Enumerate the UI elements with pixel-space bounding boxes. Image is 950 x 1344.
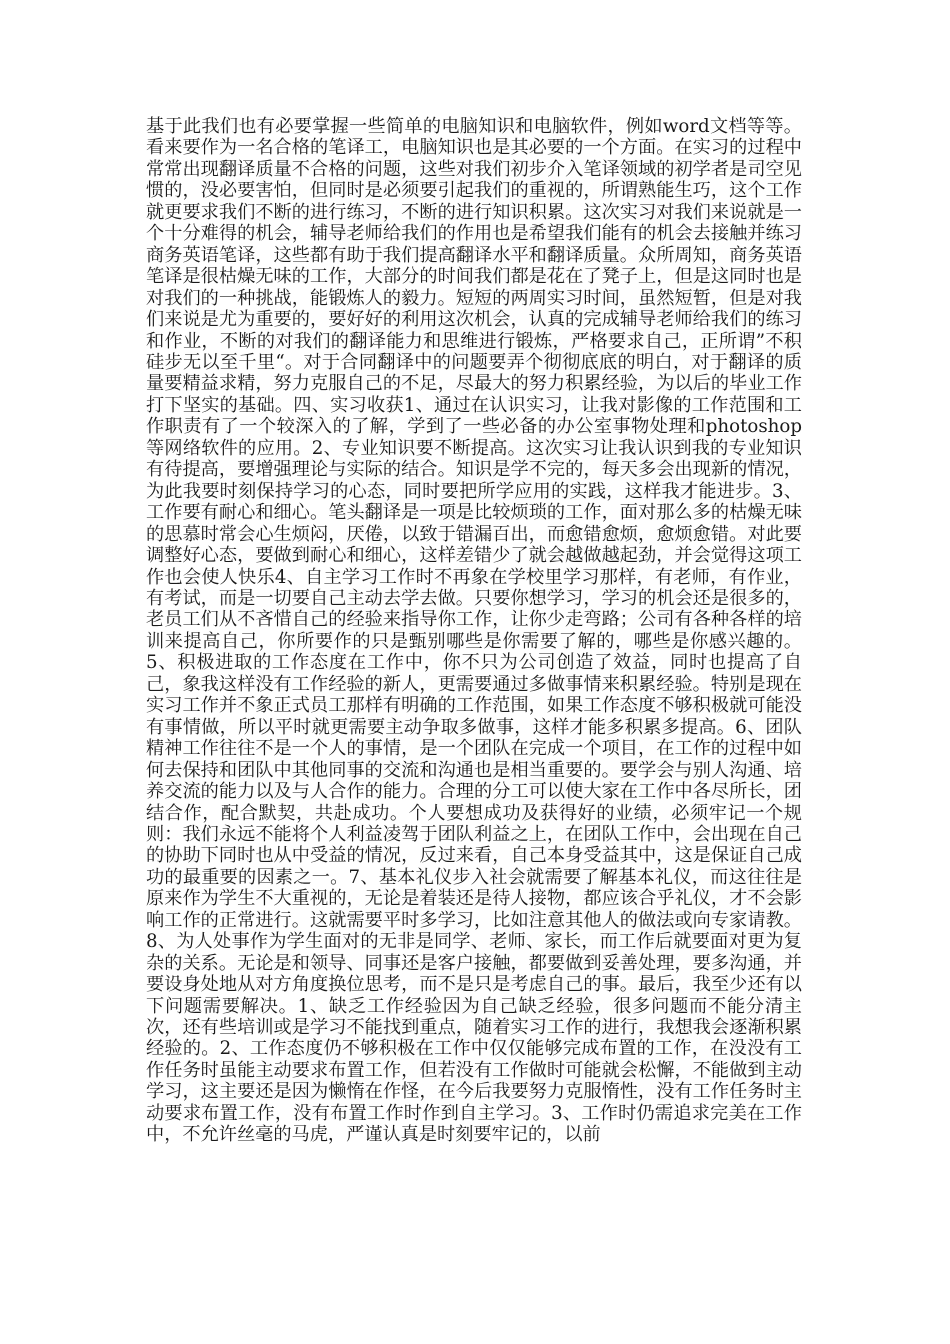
body-paragraph: 基于此我们也有必要掌握一些简单的电脑知识和电脑软件，例如word文档等等。看来要作为一名合格的笔译工，电脑知识也是其必要的一个方面。在实习的过程中常常出现翻译质量不合格的问题，这些对我们初步介入笔译领域的初学者是司空见惯的，没必要害怕，但同时是必须要引起我们的重视的，所谓熟能生巧，这个工作就更要求我们不断的进行练习，不断的进行知识积累。这次实习对我们来说就是一个十分难得的机会，辅导老师给我们的作用也是希望我们能有的机会去接触并练习商务英语笔译，这些都有助于我们提高翻译水平和翻译质量。众所周知，商务英语笔译是很枯燥无味的工作，大部分的时间我们都是花在了凳子上，但是这同时也是对我们的一种挑战，能锻炼人的毅力。短短的两周实习时间，虽然短暂，但是对我们来说是尤为重要的，要好好的利用这次机会，认真的完成辅导老师给我们的练习和作业，不断的对我们的翻译能力和思维进行锻炼，严格要求自己，正所谓”不积硅步无以至千里“。对于合同翻译中的问题要弄个彻彻底底的明白，对于翻译的质量要精益求精，努力克服自己的不足，尽最大的努力积累经验，为以后的毕业工作打下坚实的基础。四、实习收获1、通过在认识实习，让我对影像的工作范围和工作职责有了一个较深入的了解，学到了一些必备的办公室事物处理和photoshop等网络软件的应用。2、专业知识要不断提高。这次实习让我认识到我的专业知识有待提高，要增强理论与实际的结合。知识是学不完的，每天多会出现新的情况，为此我要时刻保持学习的心态，同时要把所学应用的实践，这样我才能进步。3、工作要有耐心和细心。笔头翻译是一项是比较烦琐的工作，面对那么多的枯燥无味的思慕时常会心生烦闷，厌倦，以致于错漏百出，而愈错愈烦，愈烦愈错。对此要调整好心态，要做到耐心和细心，这样差错少了就会越做越起劲，并会觉得这项工作也会使人快乐4、自主学习工作时不再象在学校里学习那样，有老师，有作业，有考试，而是一切要自己主动去学去做。只要你想学习，学习的机会还是很多的，老员工们从不吝惜自己的经验来指导你工作，让你少走弯路；公司有各种各样的培训来提高自己，你所要作的只是甄别哪些是你需要了解的，哪些是你感兴趣的。5、积极进取的工作态度在工作中，你不只为公司创造了效益，同时也提高了自己，象我这样没有工作经验的新人，更需要通过多做事情来积累经验。特别是现在实习工作并不象正式员工那样有明确的工作范围，如果工作态度不够积极就可能没有事情做，所以平时就更需要主动争取多做事，这样才能多积累多提高。6、团队精神工作往往不是一个人的事情，是一个团队在完成一个项目，在工作的过程中如何去保持和团队中其他同事的交流和沟通也是相当重要的。要学会与别人沟通、培养交流的能力以及与人合作的能力。合理的分工可以使大家在工作中各尽所长，团结合作，配合默契，共赴成功。个人要想成功及获得好的业绩，必须牢记一个规则：我们永远不能将个人利益凌驾于团队利益之上，在团队工作中，会出现在自己的协助下同时也从中受益的情况，反过来看，自己本身受益其中，这是保证自己成功的最重要的因素之一。7、基本礼仪步入社会就需要了解基本礼仪，而这往往是原来作为学生不大重视的，无论是着装还是待人接物，都应该合乎礼仪，才不会影响工作的正常进行。这就需要平时多学习，比如注意其他人的做法或向专家请教。8、为人处事作为学生面对的无非是同学、老师、家长，而工作后就要面对更为复杂的关系。无论是和领导、同事还是客户接触，都要做到妥善处理，要多沟通，并要设身处地从对方角度换位思考，而不是只是考虑自己的事。最后，我至少还有以下问题需要解决。1、缺乏工作经验因为自己缺乏经验，很多问题而不能分清主次，还有些培训或是学习不能找到重点，随着实习工作的进行，我想我会逐渐积累经验的。2、工作态度仍不够积极在工作中仅仅能够完成布置的工作，在没没有工作任务时虽能主动要求布置工作，但若没有工作做时可能就会松懈，不能做到主动学习，这主要还是因为懒惰在作怪，在今后我要努力克服惰性，没有工作任务时主动要求布置工作，没有布置工作时作到自主学习。3、工作时仍需追求完美在工作中，不允许丝毫的马虎，严谨认真是时刻要牢记的，以前 [146,116,802,1146]
